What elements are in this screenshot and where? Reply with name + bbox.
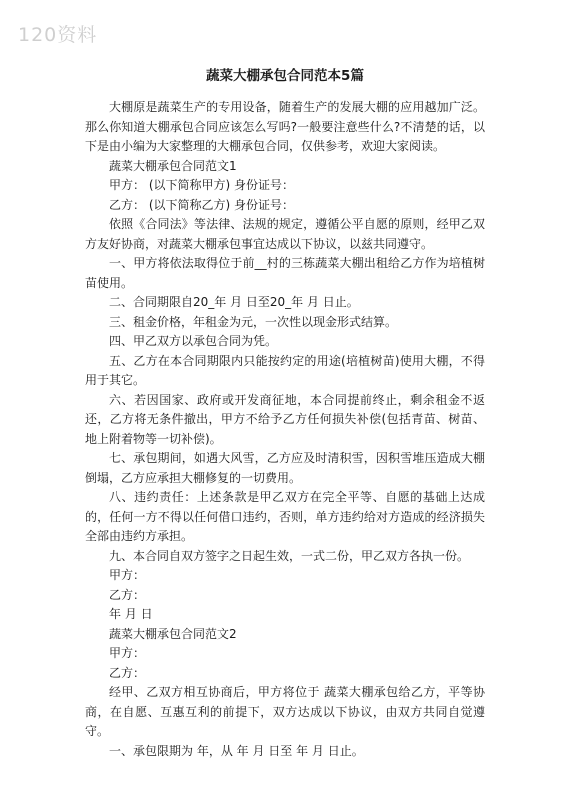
clause-4: 四、甲乙双方以承包合同为凭。	[109, 334, 278, 348]
contract-2-party-a: 甲方：	[109, 646, 146, 660]
document-page	[85, 66, 485, 761]
contract-2-preamble: 经甲、乙双方相互协商后，甲方将位于 蔬菜大棚承包给乙方，平等协商，在自愿、互惠互利的前提下，双方达成以下协议，由双方共同自觉遵守。	[85, 685, 485, 738]
contract-1-sign-b: 乙方：	[109, 587, 146, 602]
clause-3: 三、租金价格，年租金为元，一次性以现金形式结算。	[109, 314, 398, 329]
contract-2-party-b: 乙方：	[109, 665, 146, 680]
contract-1-heading: 蔬菜大棚承包合同范文1	[109, 158, 237, 173]
clause-5: 五、乙方在本合同期限内只能按约定的用途(培植树苗)使用大棚，不得用于其它。	[85, 353, 485, 387]
contract-2-heading: 蔬菜大棚承包合同范文2	[109, 626, 237, 641]
contract-2-clause-1: 一、承包限期为 年，从 年 月 日至 年 月 日止。	[109, 743, 364, 758]
contract-1-sign-a: 甲方：	[109, 568, 146, 582]
intro-paragraph: 大棚原是蔬菜生产的专用设备，随着生产的发展大棚的应用越加广泛。那么你知道大棚承包合同应该怎么写吗?一般要注意些什么?不清楚的话，以下是由小编为大家整理的大棚承包合同，仅供参考，欢迎大家阅读。	[85, 100, 485, 153]
document-title: 蔬菜大棚承包合同范本5篇	[206, 68, 364, 84]
clause-6: 六、若因国家、政府或开发商征地，本合同提前终止，剩余租金不返还，乙方将无条件撤出，甲方不给予乙方任何损失补偿(包括青苗、树苗、地上附着物等一切补偿)。	[85, 392, 485, 446]
clause-1: 一、甲方将依法取得位于前__村的三栋蔬菜大棚出租给乙方作为培植树苗使用。	[85, 256, 485, 290]
contract-1-date: 年 月 日	[109, 607, 153, 621]
contract-1-preamble: 依照《合同法》等法律、法规的规定，遵循公平自愿的原则，经甲乙双方友好协商，对蔬菜大棚承包事宜达成以下协议，以兹共同遵守。	[85, 217, 485, 251]
clause-2: 二、合同期限自20_年 月 日至20_年 月 日止。	[109, 295, 359, 309]
contract-1-party-a: 甲方： (以下简称甲方) 身份证号：	[109, 178, 294, 192]
contract-1-party-b: 乙方： (以下简称乙方) 身份证号：	[109, 197, 294, 212]
clause-9: 九、本合同自双方签字之日起生效，一式二份，甲乙双方各执一份。	[109, 548, 470, 563]
clause-7: 七、承包期间，如遇大风雪，乙方应及时清积雪，因积雪堆压造成大棚倒塌，乙方应承担大棚修复的一切费用。	[85, 451, 485, 485]
clause-8: 八、违约责任：上述条款是甲乙双方在完全平等、自愿的基础上达成的，任何一方不得以任何借口违约，否则，单方违约给对方造成的经济损失全部由违约方承担。	[85, 490, 485, 543]
watermark: 120资料	[18, 24, 98, 46]
